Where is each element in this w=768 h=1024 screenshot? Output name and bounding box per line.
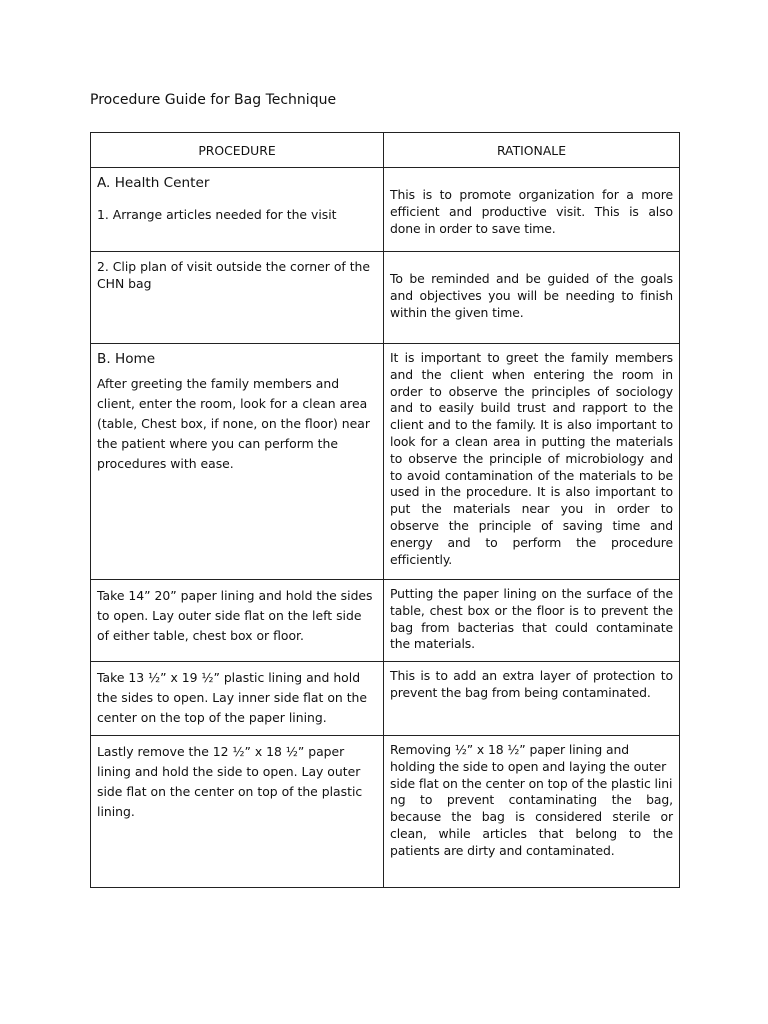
table-header-row bbox=[91, 133, 680, 168]
procedure-text: 2. Clip plan of visit outside the corner of the CHN bag bbox=[97, 259, 371, 291]
table-row bbox=[91, 662, 680, 736]
procedure-column-header: PROCEDURE bbox=[91, 133, 384, 168]
rationale-text: This is to promote organization for a more efficient and productive visit. This is also done in order to save time. bbox=[390, 187, 673, 236]
rationale-cell bbox=[384, 662, 680, 736]
procedure-cell bbox=[91, 580, 384, 662]
rationale-text: Removing ½” x 18 ½” paper lining and holding the side to open and laying the outer side flat on the center on top of the plastic lini bbox=[390, 742, 673, 791]
page-title: Procedure Guide for Bag Technique bbox=[90, 92, 337, 108]
rationale-text: Putting the paper lining on the surface of the table, chest box or the floor is to prevent the bag from bacterias that could contaminate the materials. bbox=[390, 586, 673, 652]
table-row bbox=[91, 736, 680, 888]
rationale-text: To be reminded and be guided of the goals and objectives you will be needing to finish within the given time. bbox=[390, 271, 673, 320]
table-row bbox=[91, 580, 680, 662]
rationale-cell bbox=[384, 168, 680, 252]
rationale-cell bbox=[384, 252, 680, 344]
procedure-cell bbox=[91, 168, 384, 252]
procedure-cell bbox=[91, 736, 384, 888]
procedure-text: 1. Arrange articles needed for the visit bbox=[97, 207, 337, 222]
procedure-text: After greeting the family members and client, enter the room, look for a clean area (table, Chest box, if none, on the floor) near the patient where you can perform the procedures with ease. bbox=[97, 376, 370, 471]
procedure-cell bbox=[91, 252, 384, 344]
section-heading: B. Home bbox=[97, 351, 156, 367]
rationale-text: This is to add an extra layer of protection to prevent the bag from being contaminated. bbox=[390, 668, 673, 700]
table-row bbox=[91, 252, 680, 344]
rationale-cell bbox=[384, 580, 680, 662]
section-heading: A. Health Center bbox=[97, 175, 210, 191]
table-row bbox=[91, 344, 680, 580]
procedure-text: Take 13 ½” x 19 ½” plastic lining and hold the sides to open. Lay inner side flat on the center on the top of the paper lining. bbox=[97, 670, 368, 725]
procedure-cell bbox=[91, 344, 384, 580]
procedure-text: Lastly remove the 12 ½” x 18 ½” paper lining and hold the side to open. Lay outer side flat on the center on top of the plastic lining. bbox=[97, 744, 363, 819]
table-row bbox=[91, 168, 680, 252]
rationale-cell bbox=[384, 736, 680, 888]
procedure-table bbox=[90, 132, 680, 888]
rationale-text: It is important to greet the family members and the client when entering the room in order to observe the principles of sociology and to easily build trust and rapport to the client and to the family. It is also important to look for a clean area in putting the materials to observe the principle of microbiology and to avoid contamination of the materials to be used in the procedure. It is also important to put the materials near you in order to observe the principle of saving time and energy and to perform the procedure efficiently. bbox=[390, 350, 673, 567]
rationale-column-header: RATIONALE bbox=[384, 133, 680, 168]
rationale-cell bbox=[384, 344, 680, 580]
procedure-cell bbox=[91, 662, 384, 736]
rationale-text-continued: ng to prevent contaminating the bag, because the bag is considered sterile or clean, while articles that belong to the patients are dirty and contaminated. bbox=[390, 792, 673, 858]
procedure-text: Take 14” 20” paper lining and hold the sides to open. Lay outer side flat on the left side of either table, chest box or floor. bbox=[97, 588, 373, 643]
